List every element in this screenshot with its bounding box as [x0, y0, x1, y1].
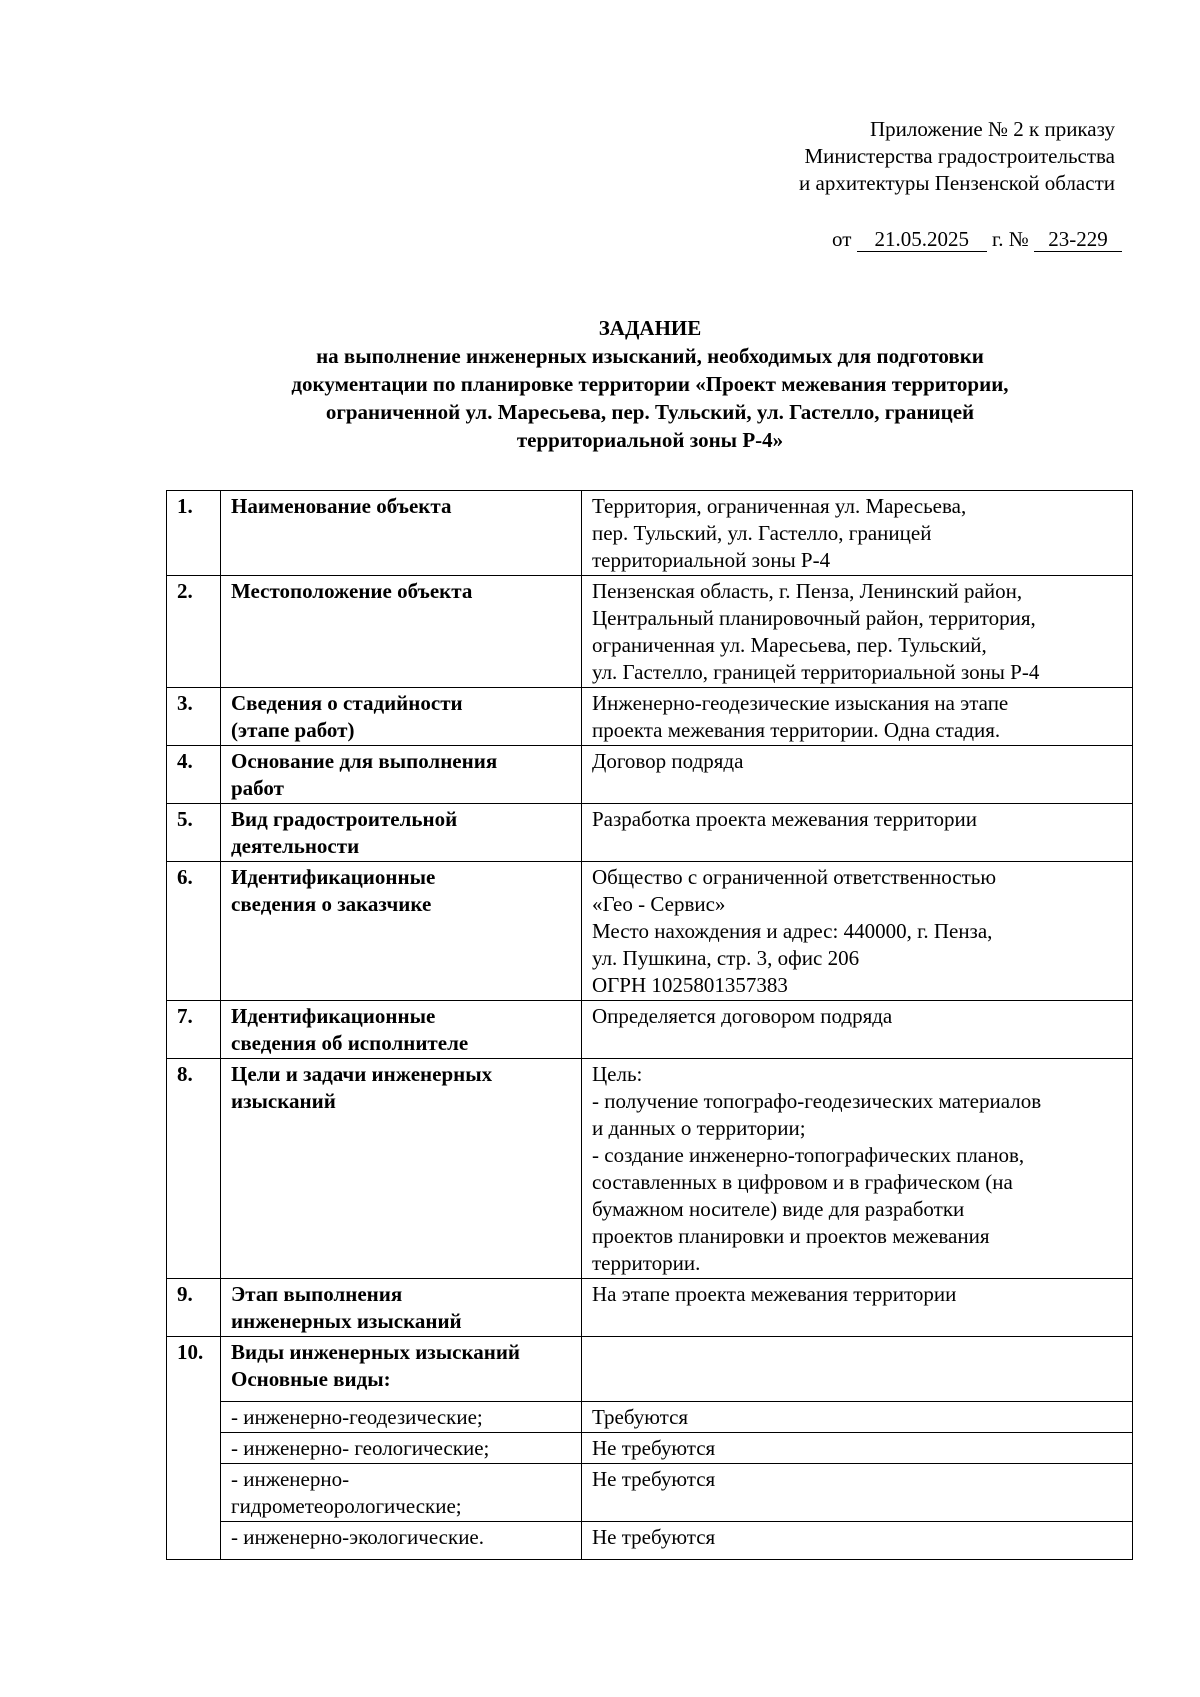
title-line: документации по планировке территории «Проект межевания территории,: [291, 372, 1009, 396]
row-name: Вид градостроительной деятельности: [221, 804, 582, 862]
table-subrow: [167, 1402, 1133, 1433]
title-line: на выполнение инженерных изысканий, необходимых для подготовки: [316, 344, 984, 368]
survey-type-value: Не требуются: [582, 1464, 1133, 1522]
appendix-line: Министерства градостроительства: [804, 144, 1115, 168]
row-number: 7.: [167, 1001, 221, 1059]
title-line: ограниченной ул. Маресьева, пер. Тульский, ул. Гастелло, границей: [325, 400, 975, 424]
survey-type-name: - инженерно- гидрометеорологические;: [221, 1464, 582, 1522]
survey-type-value: Не требуются: [582, 1522, 1133, 1560]
row-value: Цель: - получение топографо-геодезических материалов и данных о территории; - создание инженерно-топографических планов, составленных в цифровом и в графическом (на бумажном носителе) виде для разработки проектов планировки и проектов межевания территории.: [582, 1059, 1133, 1279]
row-value: Разработка проекта межевания территории: [582, 804, 1133, 862]
table-row: [167, 862, 1133, 1001]
table-row: [167, 1337, 1133, 1402]
table-row: [167, 688, 1133, 746]
row-value: Договор подряда: [582, 746, 1133, 804]
table-row: [167, 1279, 1133, 1337]
row-name: Виды инженерных изысканий Основные виды:: [221, 1337, 582, 1402]
row-name: Цели и задачи инженерных изысканий: [221, 1059, 582, 1279]
row-number: 10.: [167, 1337, 221, 1560]
table-row: [167, 746, 1133, 804]
table-row: [167, 804, 1133, 862]
appendix-block: [799, 116, 1115, 197]
appendix-line: и архитектуры Пензенской области: [799, 171, 1115, 195]
order-number: 23-229: [1034, 227, 1122, 252]
row-value: Определяется договором подряда: [582, 1001, 1133, 1059]
table-subrow: [167, 1464, 1133, 1522]
row-number: 8.: [167, 1059, 221, 1279]
title-main: ЗАДАНИЕ: [598, 316, 702, 340]
row-name: Этап выполнения инженерных изысканий: [221, 1279, 582, 1337]
row-name: Наименование объекта: [221, 491, 582, 576]
row-number: 3.: [167, 688, 221, 746]
row-value: Территория, ограниченная ул. Маресьева, пер. Тульский, ул. Гастелло, границей территориальной зоны Р-4: [582, 491, 1133, 576]
order-date: 21.05.2025: [857, 227, 987, 252]
survey-type-value: Требуются: [582, 1402, 1133, 1433]
from-label: от: [832, 227, 852, 251]
row-number: 9.: [167, 1279, 221, 1337]
row-value: Инженерно-геодезические изыскания на этапе проекта межевания территории. Одна стадия.: [582, 688, 1133, 746]
row-name: Сведения о стадийности (этапе работ): [221, 688, 582, 746]
row-number: 5.: [167, 804, 221, 862]
table-row: [167, 1001, 1133, 1059]
row-name: Местоположение объекта: [221, 576, 582, 688]
order-reference: [832, 226, 1122, 253]
survey-type-name: - инженерно-геодезические;: [221, 1402, 582, 1433]
row-number: 4.: [167, 746, 221, 804]
number-sign: №: [1008, 227, 1029, 251]
table-row: [167, 491, 1133, 576]
appendix-line: Приложение № 2 к приказу: [870, 117, 1115, 141]
row-value: На этапе проекта межевания территории: [582, 1279, 1133, 1337]
row-name: Идентификационные сведения о заказчике: [221, 862, 582, 1001]
row-value: Общество с ограниченной ответственностью «Гео - Сервис» Место нахождения и адрес: 440000, г. Пенза, ул. Пушкина, стр. 3, офис 206 ОГРН 1025801357383: [582, 862, 1133, 1001]
row-name: Идентификационные сведения об исполнителе: [221, 1001, 582, 1059]
row-name: Основание для выполнения работ: [221, 746, 582, 804]
table-subrow: [167, 1522, 1133, 1560]
survey-type-name: - инженерно-экологические.: [221, 1522, 582, 1560]
row-value: [582, 1337, 1133, 1402]
survey-type-name: - инженерно- геологические;: [221, 1433, 582, 1464]
table-row: [167, 1059, 1133, 1279]
row-number: 6.: [167, 862, 221, 1001]
title-line: территориальной зоны Р-4»: [516, 428, 784, 452]
survey-type-value: Не требуются: [582, 1433, 1133, 1464]
year-suffix: г.: [991, 227, 1004, 251]
row-number: 2.: [167, 576, 221, 688]
table-row: [167, 576, 1133, 688]
table-subrow: [167, 1433, 1133, 1464]
task-table: [166, 490, 1133, 1560]
document-title: [160, 314, 1140, 454]
row-number: 1.: [167, 491, 221, 576]
row-value: Пензенская область, г. Пенза, Ленинский район, Центральный планировочный район, территория, ограниченная ул. Маресьева, пер. Тульский, ул. Гастелло, границей территориальной зоны Р-4: [582, 576, 1133, 688]
